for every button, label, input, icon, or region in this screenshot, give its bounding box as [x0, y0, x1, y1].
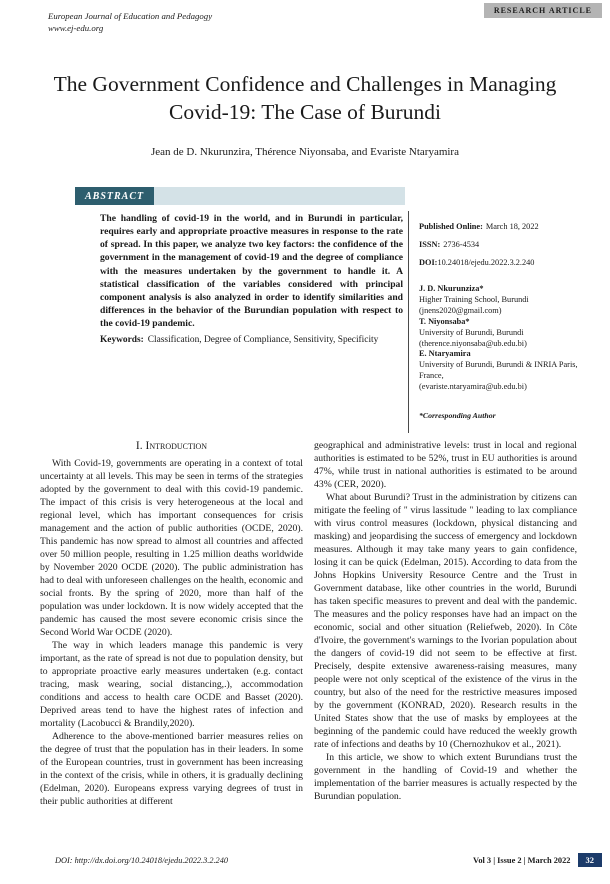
paragraph: What about Burundi? Trust in the administration by citizens can mitigate the feeling of " virus lassitude " leading to lax compliance with virus control measures (lockdown, physical distancing and masking) and jeopardising the success of emergency and lockdown measures. Although it may take many years to gain confidence, losing it can be quick (Edelman, 2015). According to data from the Johns Hopkins University Resource Centre and the Trust in Government database, like other countries in the world, Burundi has taken specific measures to prevent and deal with the pandemic. The measures and the policy responses have had an impact on the economic, social and other situation (Reliefweb, 2020). In Côte d'Ivoire, the government's warnings to the Ivorian population about the dangers of covid-19 did not seem to be effective at first. Precisely, despite extensive awareness-raising measures, many people were not only sceptical of the existence of the virus in the country, but also of the need for the restrictive measures imposed by the government (KONRAD, 2020). Research results in the United States show that the use of masks by employees at the beginning of the pandemic could have reduced the weekly growth rate of infections and deaths by 10 (Chernozhukov et al., 2021). [314, 492, 577, 750]
paragraph: geographical and administrative levels: trust in local and regional authorities is estimated to be 52%, trust in EU authorities is around 47%, while trust in national authorities is estimated to be around 43% (CER, 2020). [314, 440, 577, 490]
journal-url: www.ej-edu.org [48, 23, 104, 34]
corresponding-author-note: *Corresponding Author [419, 411, 496, 421]
body-text [40, 439, 578, 808]
author-email: (therence.niyonsaba@ub.edu.bi) [419, 338, 527, 348]
author-name: J. D. Nkurunziza* [419, 283, 484, 293]
section-heading-introduction: I. Introduction [135, 440, 208, 452]
paragraph: In this article, we show to which extent Burundians trust the government in the handling of Covid-19 and whether the implementation of the barrier measures is actually respected by the Burundian population. [314, 752, 577, 802]
keywords-label: Keywords: [100, 335, 144, 345]
abstract-header-bar [75, 187, 405, 205]
doi-label: DOI: [419, 257, 438, 267]
doi-value: 10.24018/ejedu.2022.3.2.240 [437, 257, 535, 267]
author-email: (jnens2020@gmail.com) [419, 305, 502, 315]
paragraph: The way in which leaders manage this pandemic is very important, as the rate of spread is not due to population density, but to appropriate proactive early measures undertaken (e.g. contact tracing, mask wearing, social distancing,.), accommodation conditions and access to health care OCDE and Basset (2020). Deprived areas tend to have the highest rates of infection and mortality (Lacobucci & Brandily,2020). [40, 640, 303, 730]
footer-issue-text: Vol 3 | Issue 2 | March 2022 [473, 855, 571, 865]
article-authors: Jean de D. Nkurunzira, Thérence Niyonsaba, and Evariste Ntaryamira [151, 146, 459, 158]
issn [419, 240, 601, 251]
issn-label: ISSN: [419, 239, 441, 249]
footer-doi-link: DOI: http://dx.doi.org/10.24018/ejedu.2022.3.2.240 [55, 856, 228, 865]
published-label: Published Online: [419, 222, 483, 231]
keywords-line [100, 335, 403, 345]
published-online [419, 222, 601, 233]
issn-value: 2736-4534 [443, 239, 480, 249]
doi [419, 258, 601, 269]
footer-page-number: 32 [578, 853, 603, 867]
sidebar-authors [419, 284, 601, 393]
author-email: (evariste.ntaryamira@ub.edu.bi) [419, 382, 527, 392]
article-title: The Government Confidence and Challenges in Managing Covid-19: The Case of Burundi [53, 72, 557, 125]
author-affiliation: University of Burundi, Burundi & INRIA Paris, France, [419, 360, 578, 381]
article-meta-sidebar [419, 222, 601, 421]
author-affiliation: Higher Training School, Burundi [419, 294, 529, 304]
published-value: March 18, 2022 [485, 222, 539, 231]
author-affiliation: University of Burundi, Burundi [419, 327, 524, 337]
abstract-text: The handling of covid-19 in the world, and in Burundi in particular, requires early and appropriate proactive measures in response to the rate of spread. In this paper, we analyze two key factors: the confidence of the government in the management of covid-19 and the degree of compliance with the measures undertaken by the government to handle it. A statistical classification of the variables considered with principal component analysis is also analyzed in order to identify similarities and differences in the behavior of the Burundian population with respect to the covid-19 pandemic. [100, 213, 403, 330]
journal-name: European Journal of Education and Pedagogy [48, 11, 213, 21]
keywords-value: Classification, Degree of Compliance, Sensitivity, Specificity [147, 335, 379, 345]
abstract-label: ABSTRACT [75, 187, 154, 205]
left-column [40, 439, 303, 808]
footer-issue-info [473, 853, 602, 867]
journal-masthead [48, 10, 212, 35]
research-article-badge: RESEARCH ARTICLE [484, 3, 602, 18]
right-column [314, 439, 577, 808]
author-name: E. Ntaryamira [419, 349, 471, 359]
abstract-sidebar-divider [408, 211, 409, 433]
paragraph: Adherence to the above-mentioned barrier measures relies on the degree of trust that the population has in their leaders. In some of the European countries, trust in government has been increasing in the context of the crisis, while in others, it is gradually declining (Edelman, 2020). Europeans express varying degrees of trust in their public authorities at different [40, 731, 303, 808]
paragraph: With Covid-19, governments are operating in a context of total uncertainty at all levels. This may be seen in terms of the strategies adopted by the government to deal with this covid-19 pandemic. The impact of this crisis is very heterogeneous at the local and regional level, which has important consequences for crisis management and the action of public authorities (OCDE, 2020). This pandemic has now spread to almost all countries and affected over 50 million people, resulting in 1.25 million deaths worldwide by November 2020 OCDE (2020). The public administration has had to deal with unforeseen challenges on the health, economic and social fronts. By the spring of 2020, more than half of the population was under lockdown. It is now widely accepted that the pandemic has caused the most severe economic crisis since the Second World War OCDE (2020). [40, 458, 303, 639]
author-name: T. Niyonsaba* [419, 316, 470, 326]
abstract-header-strip [154, 187, 405, 205]
